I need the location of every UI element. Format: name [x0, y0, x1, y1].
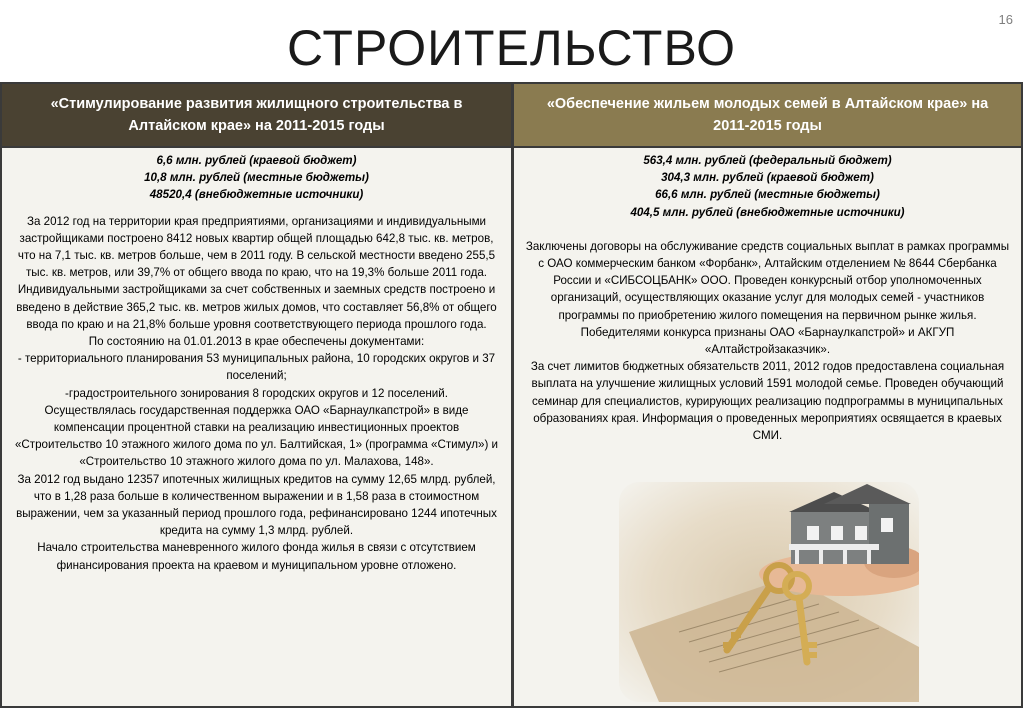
- left-column-header: «Стимулирование развития жилищного строительства в Алтайском крае» на 2011-2015 годы: [2, 84, 511, 148]
- left-column: [0, 82, 513, 708]
- paragraph: - территориального планирования 53 муниципальных района, 10 городских округов и 37 поселений;: [17, 352, 496, 383]
- house-and-keys-photo: [619, 482, 919, 702]
- funding-line: 66,6 млн. рублей (местные бюджеты): [655, 188, 880, 202]
- right-text: [514, 221, 1021, 444]
- paragraph: По состоянию на 01.01.2013 в крае обеспечены документами:: [88, 335, 425, 349]
- paragraph: Начало строительства маневренного жилого фонда жилья в связи с отсутствием финансирования проекта на краевом и муниципальном уровне отложено.: [37, 541, 476, 572]
- funding-line: 48520,4 (внебюджетные источники): [149, 188, 364, 202]
- paragraph: Индивидуальными застройщиками за счет собственных и заемных средств построено и введено в действие 365,2 тыс. кв. метров жилых домов, что составляет 56,8% от общего ввода по краю и на 21,8% больше уровня соответствующего периода прошлого года.: [16, 283, 497, 331]
- document-paper: [629, 577, 919, 702]
- left-column-body: [2, 148, 511, 706]
- paragraph: Заключены договоры на обслуживание средств социальных выплат в рамках программы с ОАО коммерческим банком «Форбанк», Алтайским отделением № 8644 Сбербанка России и «СИБСОЦБАНК» ООО. Проведен конкурсный отбор уполномоченных организаций, осуществляющих оказание услуг для молодых семей - участников программы по приобретению жилого помещения на первичном рынке жилья. Победителями конкурса признаны ОАО «Барнаулкапстрой» и АКГУП «Алтайстройзаказчик».: [525, 239, 1010, 357]
- right-funding: [514, 148, 1021, 221]
- paragraph: За 2012 год выдано 12357 ипотечных жилищных кредитов на сумму 12,65 млрд. рублей, что в 1,28 раза больше в количественном выражении и в 1,58 раза в стоимостном выражении, чем за указанный период прошлого года, рефинансировано 1244 ипотечных кредита на сумму 1,3 млрд. рублей.: [16, 472, 497, 538]
- paragraph: -градостроительного зонирования 8 городских округов и 12 поселений.: [65, 386, 448, 400]
- paragraph: За 2012 год на территории края предприятиями, организациями и индивидуальными застройщиками построено 8412 новых квартир общей площадью 642,8 тыс. кв. метров, что на 7,1 тыс. кв. метров больше, чем в 2011 году. В сельской местности введено 255,5 тыс. кв. метров, или 39,7% от общего ввода по краю, что на 19,3% больше 2011 года.: [17, 214, 496, 280]
- funding-line: 6,6 млн. рублей (краевой бюджет): [156, 154, 357, 167]
- funding-line: 10,8 млн. рублей (местные бюджеты): [144, 171, 369, 185]
- paragraph: За счет лимитов бюджетных обязательств 2011, 2012 годов предоставлена социальная выплата на улучшение жилищных условий 1591 молодой семье. Проведен обучающий семинар для специалистов, курирующих реализацию подпрограммы в муниципальных образованиях края. Информация о проведенных мероприятиях освящается в краевых СМИ.: [530, 360, 1005, 443]
- house-icon: [789, 484, 911, 564]
- funding-line: 404,5 млн. рублей (внебюджетные источники): [630, 205, 905, 219]
- house-and-keys-illustration: [619, 482, 919, 702]
- funding-line: 563,4 млн. рублей (федеральный бюджет): [643, 154, 892, 167]
- right-column: [512, 82, 1023, 708]
- funding-line: 304,3 млн. рублей (краевой бюджет): [661, 171, 874, 185]
- left-funding: [2, 148, 511, 204]
- slide-number: 16: [998, 12, 1013, 27]
- left-text: [2, 204, 511, 574]
- right-column-body: [514, 148, 1021, 706]
- paragraph: Осуществлялась государственная поддержка ОАО «Барнаулкапстрой» в виде компенсации процентной ставки на реализацию инвестиционных проектов «Строительство 10 этажного жилого дома по ул. Балтийская, 1» (программа «Стимул») и «Строительство 10 этажного жилого дома по ул. Малахова, 148».: [14, 403, 499, 469]
- right-column-header: «Обеспечение жильем молодых семей в Алтайском крае» на 2011-2015 годы: [514, 84, 1021, 148]
- slide-title: СТРОИТЕЛЬСТВО: [286, 20, 737, 76]
- content-frame: [0, 82, 1023, 708]
